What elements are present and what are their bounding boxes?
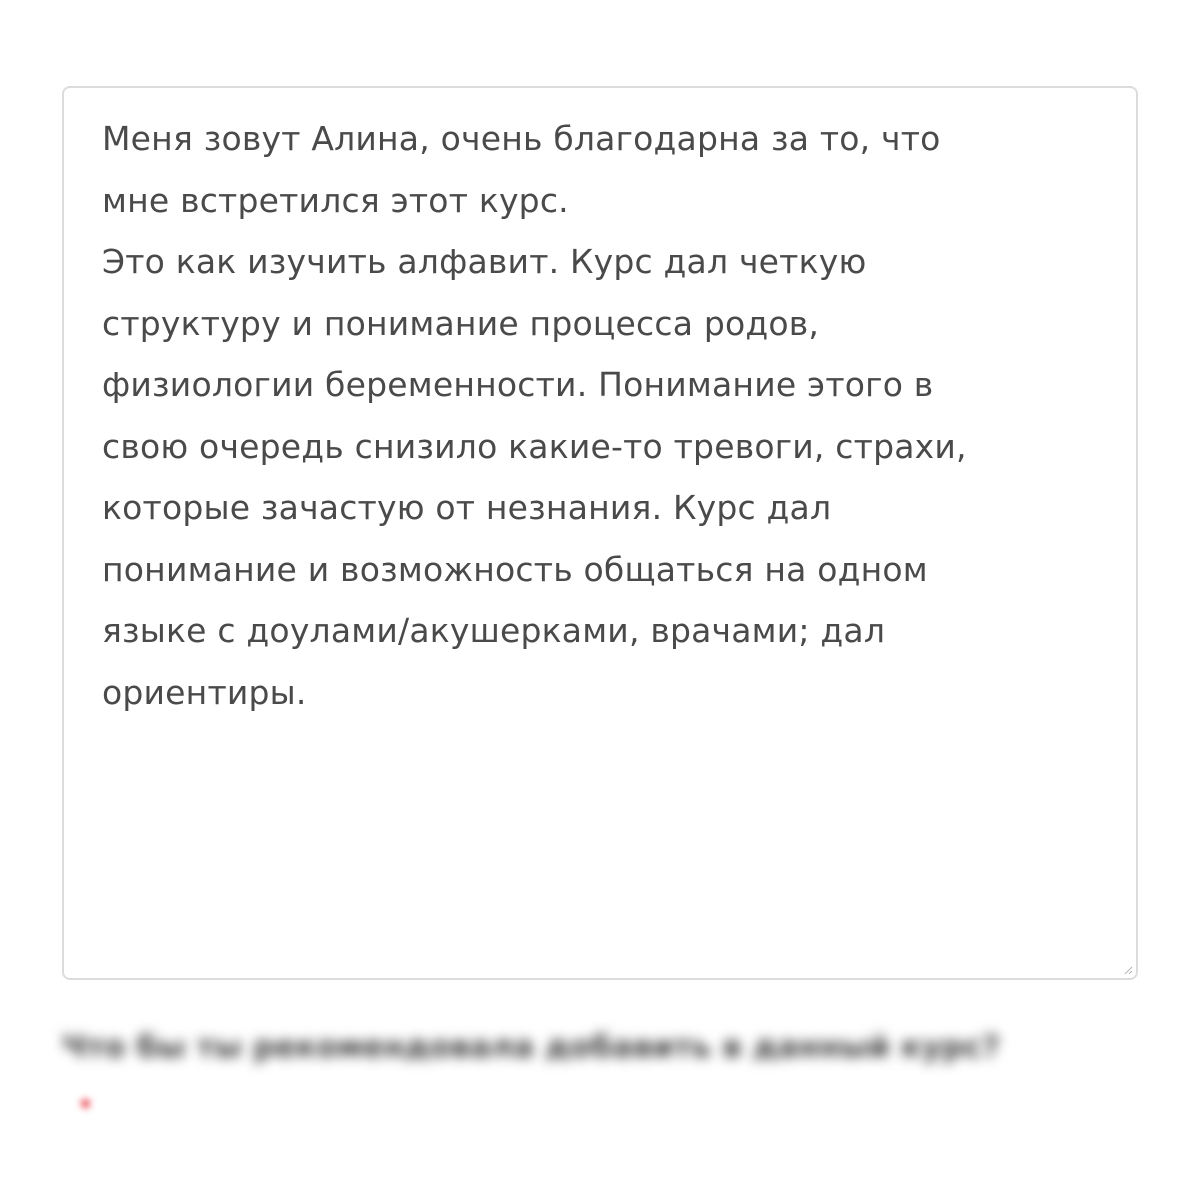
resize-grip-icon[interactable] (1123, 965, 1133, 975)
next-question-label: Что бы ты рекомендовала добавить в данный курс? (62, 1030, 1001, 1065)
answer-textarea[interactable] (62, 86, 1138, 980)
required-mark: * (78, 1092, 93, 1127)
answer-text[interactable]: Меня зовут Алина, очень благодарна за то, что мне встретился этот курс. Это как изучить алфавит. Курс дал четкую структуру и понимание процесса родов, физиологии беременности. Понимание этого в свою очередь снизило какие-то тревоги, страхи, которые зачастую от незнания. Курс дал понимание и возможность общаться на одном языке с доулами/акушерками, врачами; дал ориентиры. (102, 119, 967, 712)
